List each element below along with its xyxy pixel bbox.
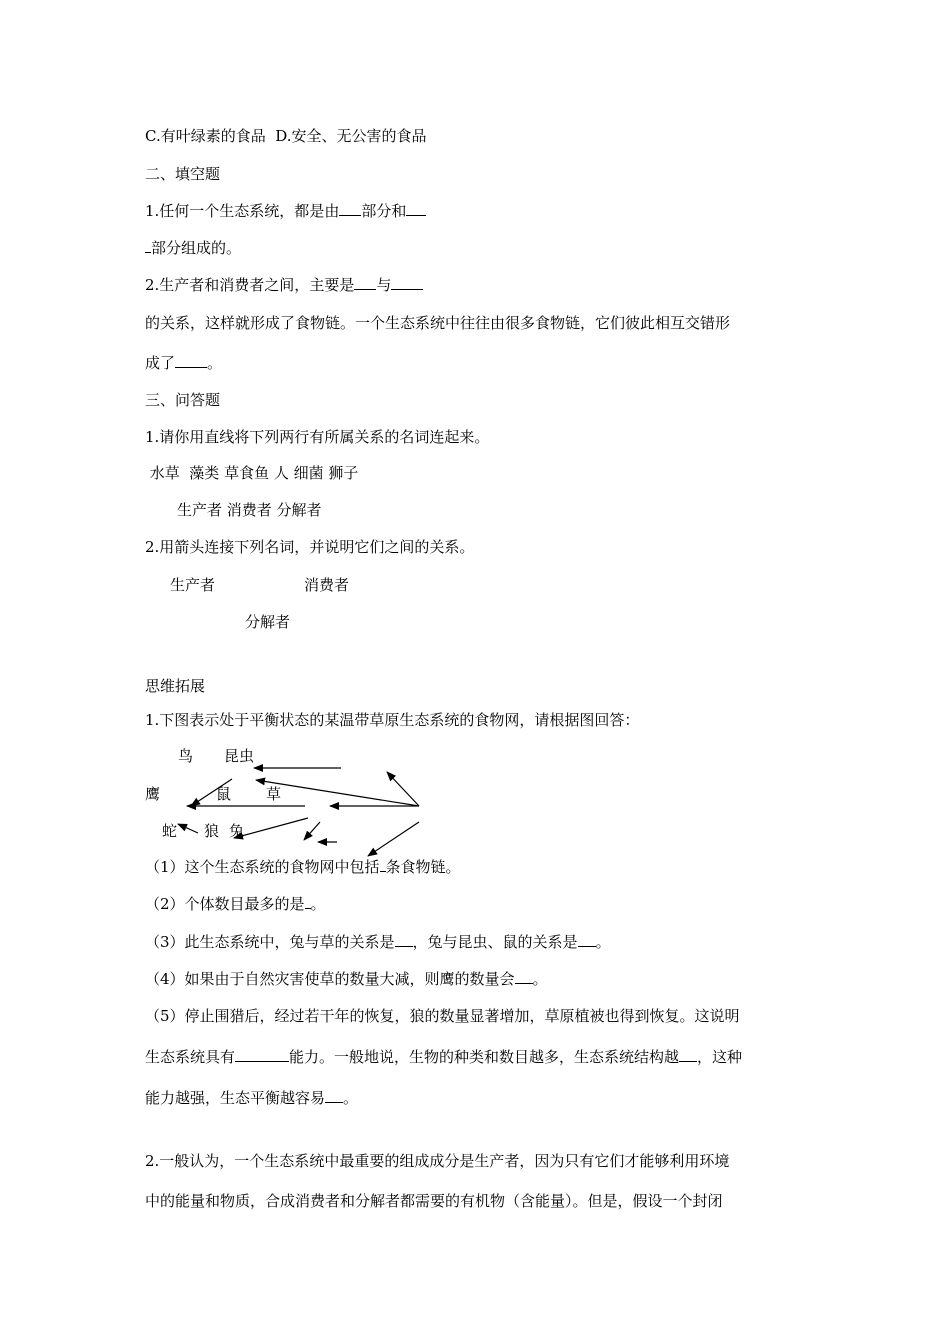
section-heading-fill-blank: 二、填空题 bbox=[145, 165, 221, 183]
answer-blank[interactable] bbox=[578, 932, 596, 947]
sub-question-5-line-2 bbox=[145, 1047, 742, 1067]
sub-question-1 bbox=[145, 857, 461, 877]
text: （2）个体数目最多的是 bbox=[145, 895, 305, 913]
text: 。 bbox=[532, 970, 548, 988]
extension-question-2: 2.一般认为，一个生态系统中最重要的组成成分是生产者，因为只有它们才能够利用环境 bbox=[145, 1152, 730, 1170]
answer-blank[interactable] bbox=[325, 1088, 343, 1103]
qa-question-2: 2.用箭头连接下列名词，并说明它们之间的关系。 bbox=[145, 538, 475, 556]
node-eagle: 鹰 bbox=[145, 785, 161, 803]
organism-row: 水草 藻类 草食鱼 人 细菌 狮子 bbox=[145, 464, 359, 482]
text: 1.任何一个生态系统，都是由 bbox=[145, 202, 340, 220]
text: （1）这个生态系统的食物网中包括 bbox=[145, 858, 380, 876]
text: ，兔与昆虫、鼠的关系是 bbox=[412, 933, 578, 951]
decomposer-label: 分解者 bbox=[245, 613, 291, 631]
text: 条食物链。 bbox=[385, 858, 461, 876]
node-rabbit: 兔 bbox=[229, 822, 245, 840]
text: 能力。一般地说，生物的种类和数目越多，生态系统结构越 bbox=[289, 1048, 680, 1066]
extension-question-2-line-2: 中的能量和物质，合成消费者和分解者都需要的有机物（含能量）。但是，假设一个封闭 bbox=[145, 1192, 723, 1210]
question-2-line-2: 的关系，这样就形成了食物链。一个生态系统中往往由很多食物链，它们彼此相互交错形 bbox=[145, 314, 731, 332]
arrow-from-grass-long bbox=[256, 780, 419, 806]
arrow-to-rabbit bbox=[234, 818, 308, 838]
sub-question-4 bbox=[145, 969, 548, 989]
section-heading-extension: 思维拓展 bbox=[145, 677, 206, 695]
answer-blank[interactable] bbox=[679, 1047, 697, 1062]
text: （4）如果由于自然灾害使草的数量大减，则鹰的数量会 bbox=[145, 970, 515, 988]
text: 与 bbox=[376, 276, 392, 294]
producer-label: 生产者 bbox=[170, 576, 216, 594]
role-row: 生产者 消费者 分解者 bbox=[177, 501, 322, 519]
text: 成了 bbox=[145, 354, 176, 372]
sub-question-5: （5）停止围猎后，经过若干年的恢复，狼的数量显著增加，草原植被也得到恢复。这说明 bbox=[145, 1007, 740, 1025]
answer-blank[interactable] bbox=[235, 1047, 289, 1062]
text: 。 bbox=[595, 933, 611, 951]
answer-blank[interactable] bbox=[395, 932, 413, 947]
text: 部分和 bbox=[361, 202, 407, 220]
arrow-to-wolf bbox=[368, 822, 419, 856]
section-heading-qa: 三、问答题 bbox=[145, 391, 221, 409]
text: 。 bbox=[343, 1089, 359, 1107]
sub-question-2 bbox=[145, 894, 326, 914]
arrow-up-grass bbox=[387, 772, 419, 806]
qa-question-1: 1.请你用直线将下列两行有所属关系的名词连起来。 bbox=[145, 428, 490, 446]
arrow-to-bird bbox=[191, 779, 232, 806]
text: 部分组成的。 bbox=[151, 239, 242, 257]
text: 。 bbox=[207, 354, 223, 372]
node-insect: 昆虫 bbox=[224, 747, 255, 765]
arrow-down-short bbox=[304, 822, 320, 840]
sub-question-5-line-3 bbox=[145, 1088, 358, 1108]
text: ，这种 bbox=[697, 1048, 743, 1066]
node-mouse: 鼠 bbox=[216, 785, 232, 803]
arrow-to-snake bbox=[178, 824, 198, 833]
answer-blank[interactable] bbox=[515, 969, 533, 984]
sub-question-3 bbox=[145, 932, 611, 952]
extension-question-1: 1.下图表示处于平衡状态的某温带草原生态系统的食物网，请根据图回答： bbox=[145, 711, 640, 729]
text: 2.生产者和消费者之间，主要是 bbox=[145, 276, 355, 294]
node-bird: 鸟 bbox=[178, 747, 194, 765]
text: 生态系统具有 bbox=[145, 1048, 236, 1066]
consumer-label: 消费者 bbox=[304, 576, 350, 594]
node-wolf: 狼 bbox=[204, 822, 220, 840]
text: 能力越强，生态平衡越容易 bbox=[145, 1089, 326, 1107]
text: （3）此生态系统中，兔与草的关系是 bbox=[145, 933, 395, 951]
node-snake: 蛇 bbox=[162, 822, 178, 840]
text: 。 bbox=[310, 895, 326, 913]
node-grass: 草 bbox=[266, 785, 282, 803]
option-cd-line: C.有叶绿素的食品 D.安全、无公害的食品 bbox=[145, 127, 427, 145]
